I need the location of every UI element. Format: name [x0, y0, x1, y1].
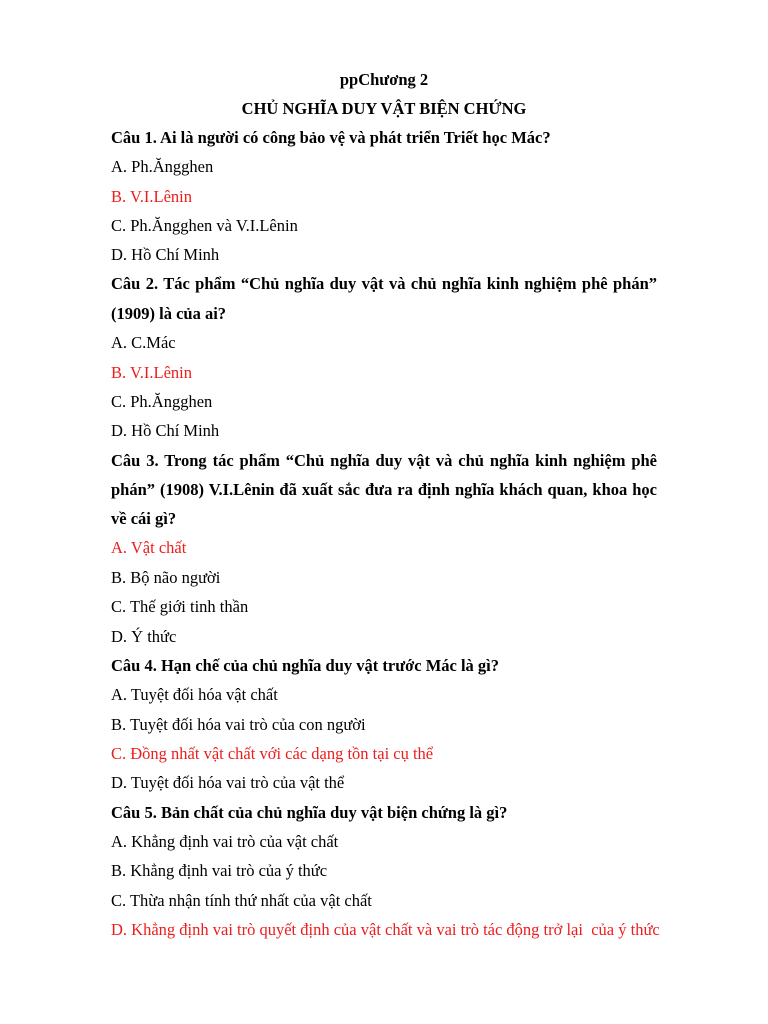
question-5-option-d: D. Khẳng định vai trò quyết định của vật chất và vai trò tác động trở lại của ý thức	[111, 920, 660, 939]
question-2-text-line-1: Câu 2. Tác phẩm “Chủ nghĩa duy vật và chủ nghĩa kinh nghiệm phê phán”	[111, 274, 657, 293]
question-3-text-line-3: về cái gì?	[111, 509, 177, 528]
question-2-option-a: A. C.Mác	[111, 333, 176, 352]
question-5-option-b: B. Khẳng định vai trò của ý thức	[111, 861, 328, 880]
question-2-option-b: B. V.I.Lênin	[111, 363, 192, 382]
question-5-text: Câu 5. Bản chất của chủ nghĩa duy vật biện chứng là gì?	[111, 803, 508, 822]
question-4-option-d: D. Tuyệt đối hóa vai trò của vật thể	[111, 773, 345, 792]
question-3-option-b: B. Bộ não người	[111, 568, 221, 587]
question-1-option-a: A. Ph.Ăngghen	[111, 157, 214, 176]
question-1-text: Câu 1. Ai là người có công bảo vệ và phát triển Triết học Mác?	[111, 128, 551, 147]
question-4-option-b: B. Tuyệt đối hóa vai trò của con người	[111, 715, 366, 734]
question-4-option-a: A. Tuyệt đối hóa vật chất	[111, 685, 278, 704]
question-5-option-c: C. Thừa nhận tính thứ nhất của vật chất	[111, 891, 372, 910]
question-2-text-line-2: (1909) là của ai?	[111, 304, 227, 323]
question-4-option-c: C. Đồng nhất vật chất với các dạng tồn tại cụ thể	[111, 744, 434, 763]
question-3-option-d: D. Ý thức	[111, 627, 177, 646]
question-2-option-d: D. Hồ Chí Minh	[111, 421, 220, 440]
question-3-option-c: C. Thế giới tinh thần	[111, 597, 249, 616]
question-1-option-d: D. Hồ Chí Minh	[111, 245, 220, 264]
question-1-option-b: B. V.I.Lênin	[111, 187, 192, 206]
question-3-text-line-2: phán” (1908) V.I.Lênin đã xuất sắc đưa ra định nghĩa khách quan, khoa học	[111, 480, 657, 499]
question-4-text: Câu 4. Hạn chế của chủ nghĩa duy vật trước Mác là gì?	[111, 656, 500, 675]
question-3-text-line-1: Câu 3. Trong tác phẩm “Chủ nghĩa duy vật và chủ nghĩa kinh nghiệm phê	[111, 451, 657, 470]
chapter-subtitle: CHỦ NGHĨA DUY VẬT BIỆN CHỨNG	[241, 99, 527, 118]
question-5-option-a: A. Khẳng định vai trò của vật chất	[111, 832, 339, 851]
chapter-heading: ppChương 2	[339, 70, 429, 89]
question-1-option-c: C. Ph.Ăngghen và V.I.Lênin	[111, 216, 298, 235]
question-2-option-c: C. Ph.Ăngghen	[111, 392, 213, 411]
question-3-option-a: A. Vật chất	[111, 538, 187, 557]
